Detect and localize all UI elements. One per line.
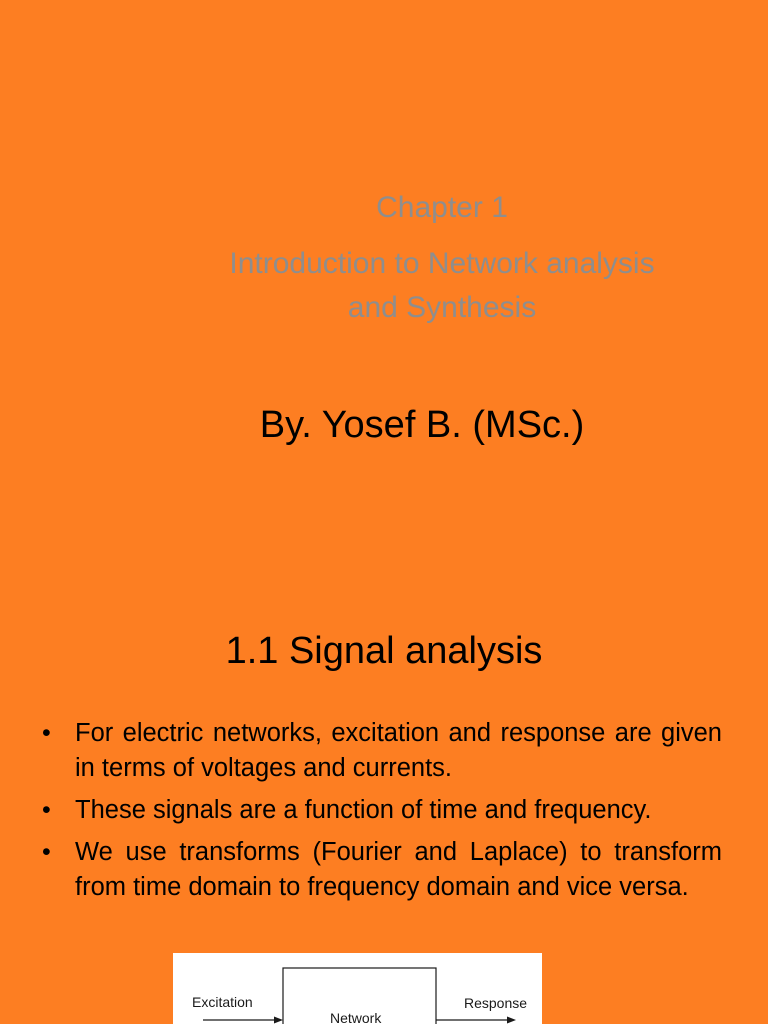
section-heading: 1.1 Signal analysis	[225, 630, 543, 672]
input-arrow-head	[274, 1017, 283, 1024]
output-arrow-head	[507, 1017, 516, 1024]
bullet-item	[42, 835, 722, 905]
chapter-label: Chapter 1	[376, 191, 508, 224]
excitation-label: Excitation	[192, 994, 253, 1010]
chapter-topic-line-1: Introduction to Network analysis	[229, 247, 655, 280]
chapter-topic-line-2: and Synthesis	[347, 291, 537, 324]
bullet-text: For electric networks, excitation and response are given in terms of voltages and currents.	[75, 719, 722, 782]
response-label: Response	[464, 995, 528, 1011]
bullet-list	[42, 716, 722, 912]
bullet-item	[42, 716, 722, 786]
network-label: Network	[330, 1010, 382, 1024]
chapter-topic	[58, 242, 768, 330]
bullet-item	[42, 793, 722, 828]
author-line: By. Yosef B. (MSc.)	[259, 404, 585, 446]
network-block-diagram	[173, 953, 542, 1024]
bullet-text: We use transforms (Fourier and Laplace) to transform from time domain to frequency domain and vice versa.	[75, 838, 722, 901]
bullet-dot: •	[42, 838, 51, 866]
bullet-dot: •	[42, 719, 51, 747]
network-diagram-svg	[173, 953, 542, 1024]
bullet-text: These signals are a function of time and frequency.	[75, 796, 652, 824]
bullet-dot: •	[42, 796, 51, 824]
